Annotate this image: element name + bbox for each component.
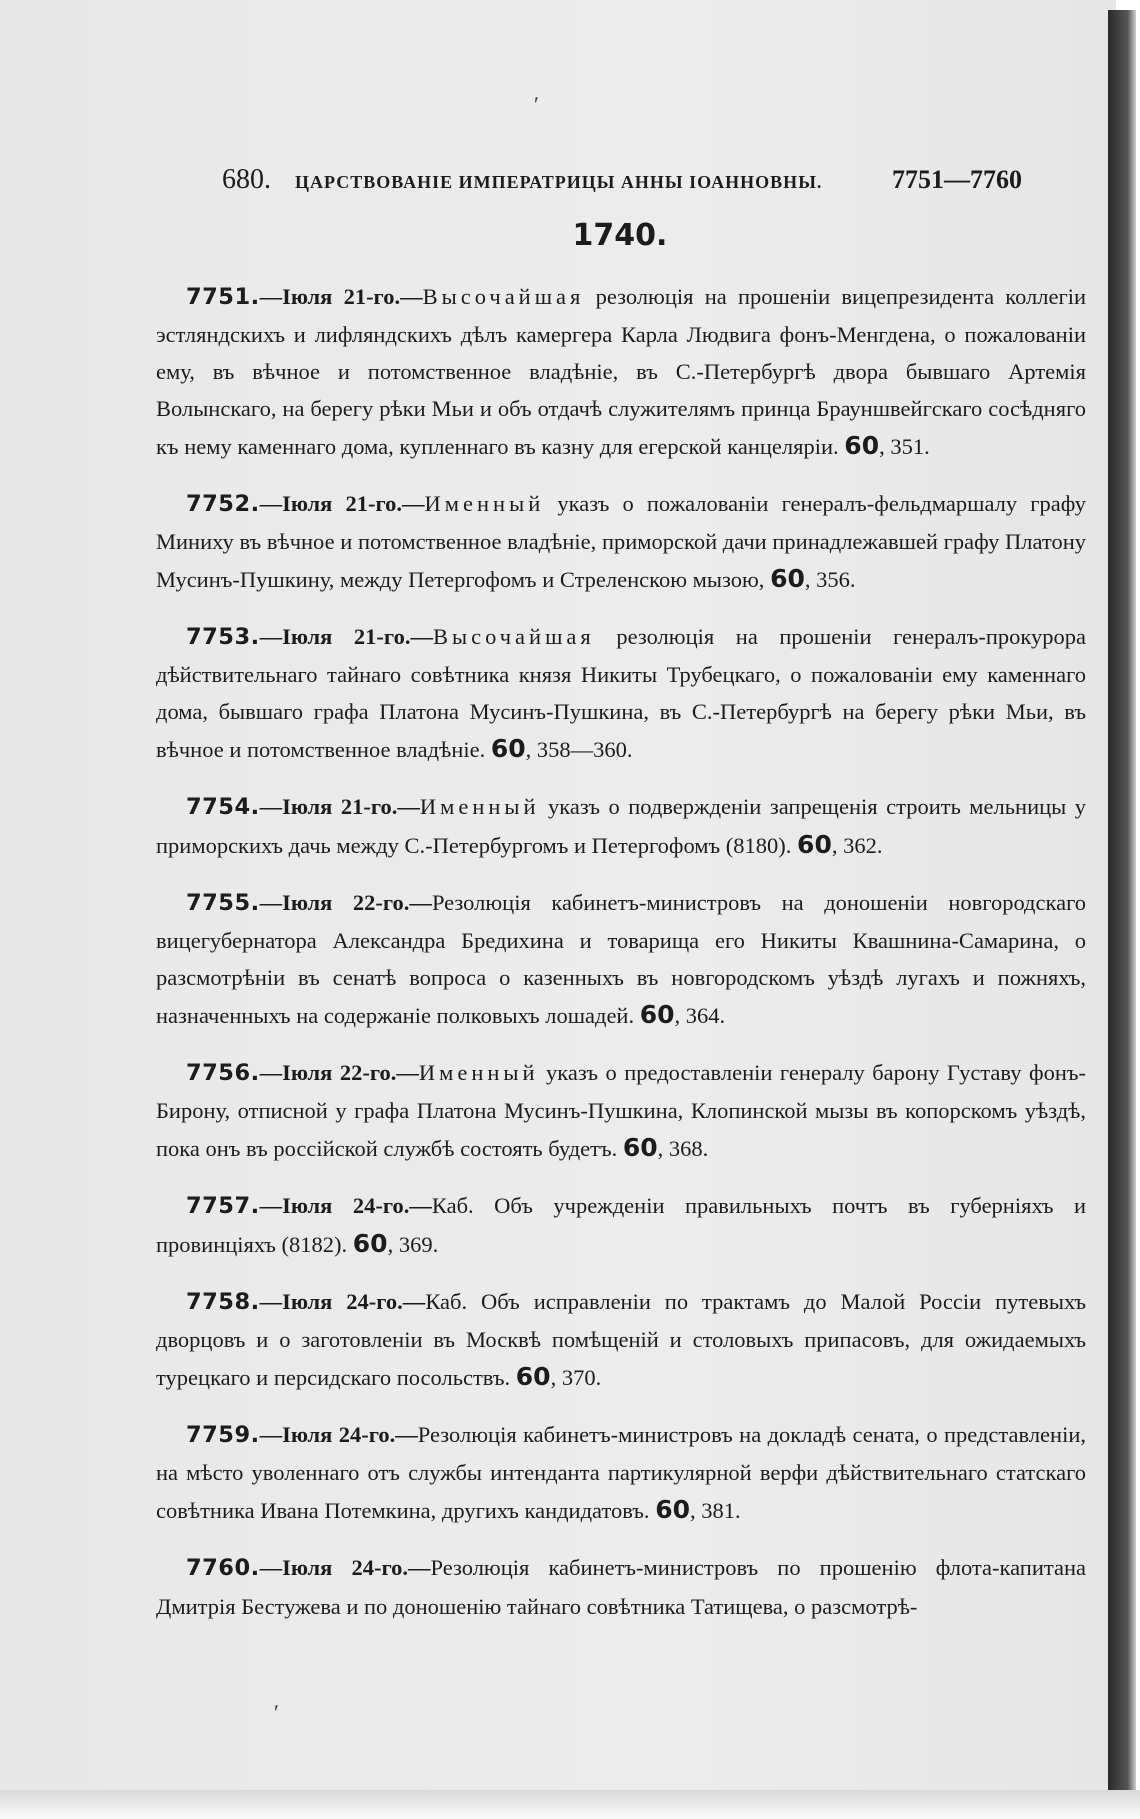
entry [156, 1416, 1086, 1529]
page-ref: , 364. [674, 1003, 726, 1028]
entry-type: Высочайшая [432, 624, 595, 649]
entry-number: 7759. [186, 1422, 260, 1448]
entry-text: указъ о предоставленіи генералу барону Густаву фонъ-Бирону, отписной у графа Платона Мусинъ-Пушкина, Клопинской мызы въ копорскомъ уѣздѣ, пока онъ въ россійской службѣ состоять будетъ. [156, 1060, 1086, 1161]
page-ref: , 368. [657, 1136, 709, 1161]
page-ref: , 351. [879, 434, 930, 459]
entry [156, 884, 1086, 1034]
entries-list [156, 278, 1086, 1645]
volume-number: 60 [515, 1362, 551, 1391]
volume-number: 60 [655, 1495, 690, 1524]
entry-text: Резолюція кабинетъ-министровъ на доношеніи новгородскаго вицегубернатора Александра Бредихина и товарища его Никиты Квашнина-Самарина, о разсмотрѣніи въ сенатѣ вопроса о казенныхъ въ новгородскомъ уѣздѣ лугахъ и пожняхъ, назначенныхъ на содержаніе полковыхъ лошадей. [156, 890, 1086, 1028]
entry [156, 1549, 1086, 1625]
entry-number: 7752. [186, 491, 260, 517]
page-ref: , 358—360. [525, 737, 633, 762]
entry-text: Каб. Объ учрежденіи правильныхъ почтъ въ губерніяхъ и провинціяхъ (8182). [156, 1193, 1086, 1257]
entry-date: —Іюля 22-го.— [259, 1060, 419, 1085]
entry-number: 7753. [186, 624, 260, 650]
entry-text: резолюція на прошеніи генералъ-прокурора дѣйствительнаго тайнаго совѣтника князя Никиты Трубецкаго, о пожалованіи ему каменнаго дома, бывшаго графа Платона Мусинъ-Пушкина, въ С.-Петербургѣ на берегу рѣки Мьи, въ вѣчное и потомственное владѣніе. [156, 624, 1086, 762]
entry-number: 7756. [186, 1060, 260, 1086]
page-ref: , 381. [689, 1498, 741, 1523]
entry-text: Каб. Объ исправленіи по трактамъ до Малой Россіи путевыхъ дворцовъ и о заготовленіи въ Москвѣ помѣщеній и столовыхъ припасовъ, для ожидаемыхъ турецкаго и персидскаго посольствъ. [156, 1289, 1086, 1390]
entry-text: указъ о пожалованіи генералъ-фельдмаршалу графу Миниху въ вѣчное и потомственное владѣніе, приморской дачи принадлежавшей графу Платону Мусинъ-Пушкину, между Петергофомъ и Стреленскою мызою, [156, 491, 1086, 592]
volume-number: 60 [770, 564, 805, 593]
page-number: 680. [222, 164, 271, 195]
entry-number: 7751. [186, 284, 260, 310]
entry-text: указъ о подвержденіи запрещенія строить мельницы у приморскихъ дачь между С.-Петербургомъ и Петергофомъ (8180). [156, 794, 1086, 858]
entry [156, 1283, 1086, 1396]
page-ref: , 369. [387, 1232, 439, 1257]
entry [156, 788, 1086, 864]
volume-number: 60 [639, 1000, 675, 1029]
ink-speck: ʹ [274, 1700, 279, 1725]
entry [156, 278, 1086, 465]
entry-date: —Іюля 21-го.— [259, 624, 433, 649]
entry [156, 485, 1086, 598]
volume-number: 60 [490, 734, 526, 763]
header-title: ЦАРСТВОВАНІЕ ИМПЕРАТРИЦЫ АННЫ ІОАННОВНЫ. [295, 172, 823, 192]
page-ref: , 362. [831, 833, 883, 858]
entry-date: —Іюля 21-го.— [259, 284, 423, 309]
entry [156, 1187, 1086, 1263]
ink-speck: ʹ [534, 92, 539, 117]
entry-date: —Іюля 22-го.— [259, 890, 432, 915]
volume-number: 60 [352, 1229, 388, 1258]
entry-date: —Іюля 24-го.— [259, 1422, 418, 1447]
entry-type: Именный [424, 491, 545, 516]
entry [156, 1054, 1086, 1167]
entry-number: 7757. [186, 1193, 260, 1219]
entry-date: —Іюля 21-го.— [259, 491, 425, 516]
entry-date: —Іюля 24-го.— [259, 1193, 432, 1218]
page-ref: , 370. [550, 1365, 602, 1390]
running-header [222, 164, 1022, 196]
volume-number: 60 [622, 1133, 658, 1162]
entry-range: 7751—7760 [892, 165, 1022, 194]
page-ref: , 356. [804, 567, 856, 592]
page-bottom-edge [0, 1790, 1140, 1819]
entry-date: —Іюля 24-го.— [259, 1289, 426, 1314]
entry-type: Высочайшая [422, 284, 585, 309]
entry-date: —Іюля 21-го.— [259, 794, 420, 819]
entry-text: резолюція на прошеніи вицепрезидента коллегіи эстляндскихъ и лифляндскихъ дѣлъ камергера Карла Людвига фонъ-Менгдена, о пожалованіи ему, въ вѣчное и потомственное владѣніе, въ С.-Петербургѣ двора бывшаго Артемія Волынскаго, на берегу рѣки Мьи и объ отдачѣ служителямъ принца Брауншвейгскаго сосѣдняго къ нему каменнаго дома, купленнаго въ казну для егерской канцеляріи. [156, 284, 1086, 459]
entry-date: —Іюля 24-го.— [259, 1555, 431, 1580]
year-heading: 1740. [572, 218, 668, 253]
entry-number: 7754. [186, 794, 260, 820]
entry [156, 618, 1086, 768]
volume-number: 60 [797, 830, 832, 859]
volume-number: 60 [844, 431, 880, 460]
entry-type: Именный [419, 794, 540, 819]
entry-number: 7755. [186, 890, 260, 916]
entry-number: 7758. [186, 1289, 260, 1315]
entry-number: 7760. [186, 1555, 260, 1581]
entry-text: Резолюція кабинетъ-министровъ по прошенію флота-капитана Дмитрія Бестужева и по доношенію тайнаго совѣтника Татищева, о разсмотрѣ- [156, 1555, 1087, 1619]
book-spine-shadow [1108, 10, 1136, 1810]
entry-type: Именный [418, 1060, 539, 1085]
entry-text: Резолюція кабинетъ-министровъ на докладѣ сената, о представленіи, на мѣсто уволеннаго отъ службы интенданта партикулярной верфи дѣйствительнаго статскаго совѣтника Ивана Потемкина, другихъ кандидатовъ. [156, 1422, 1087, 1523]
